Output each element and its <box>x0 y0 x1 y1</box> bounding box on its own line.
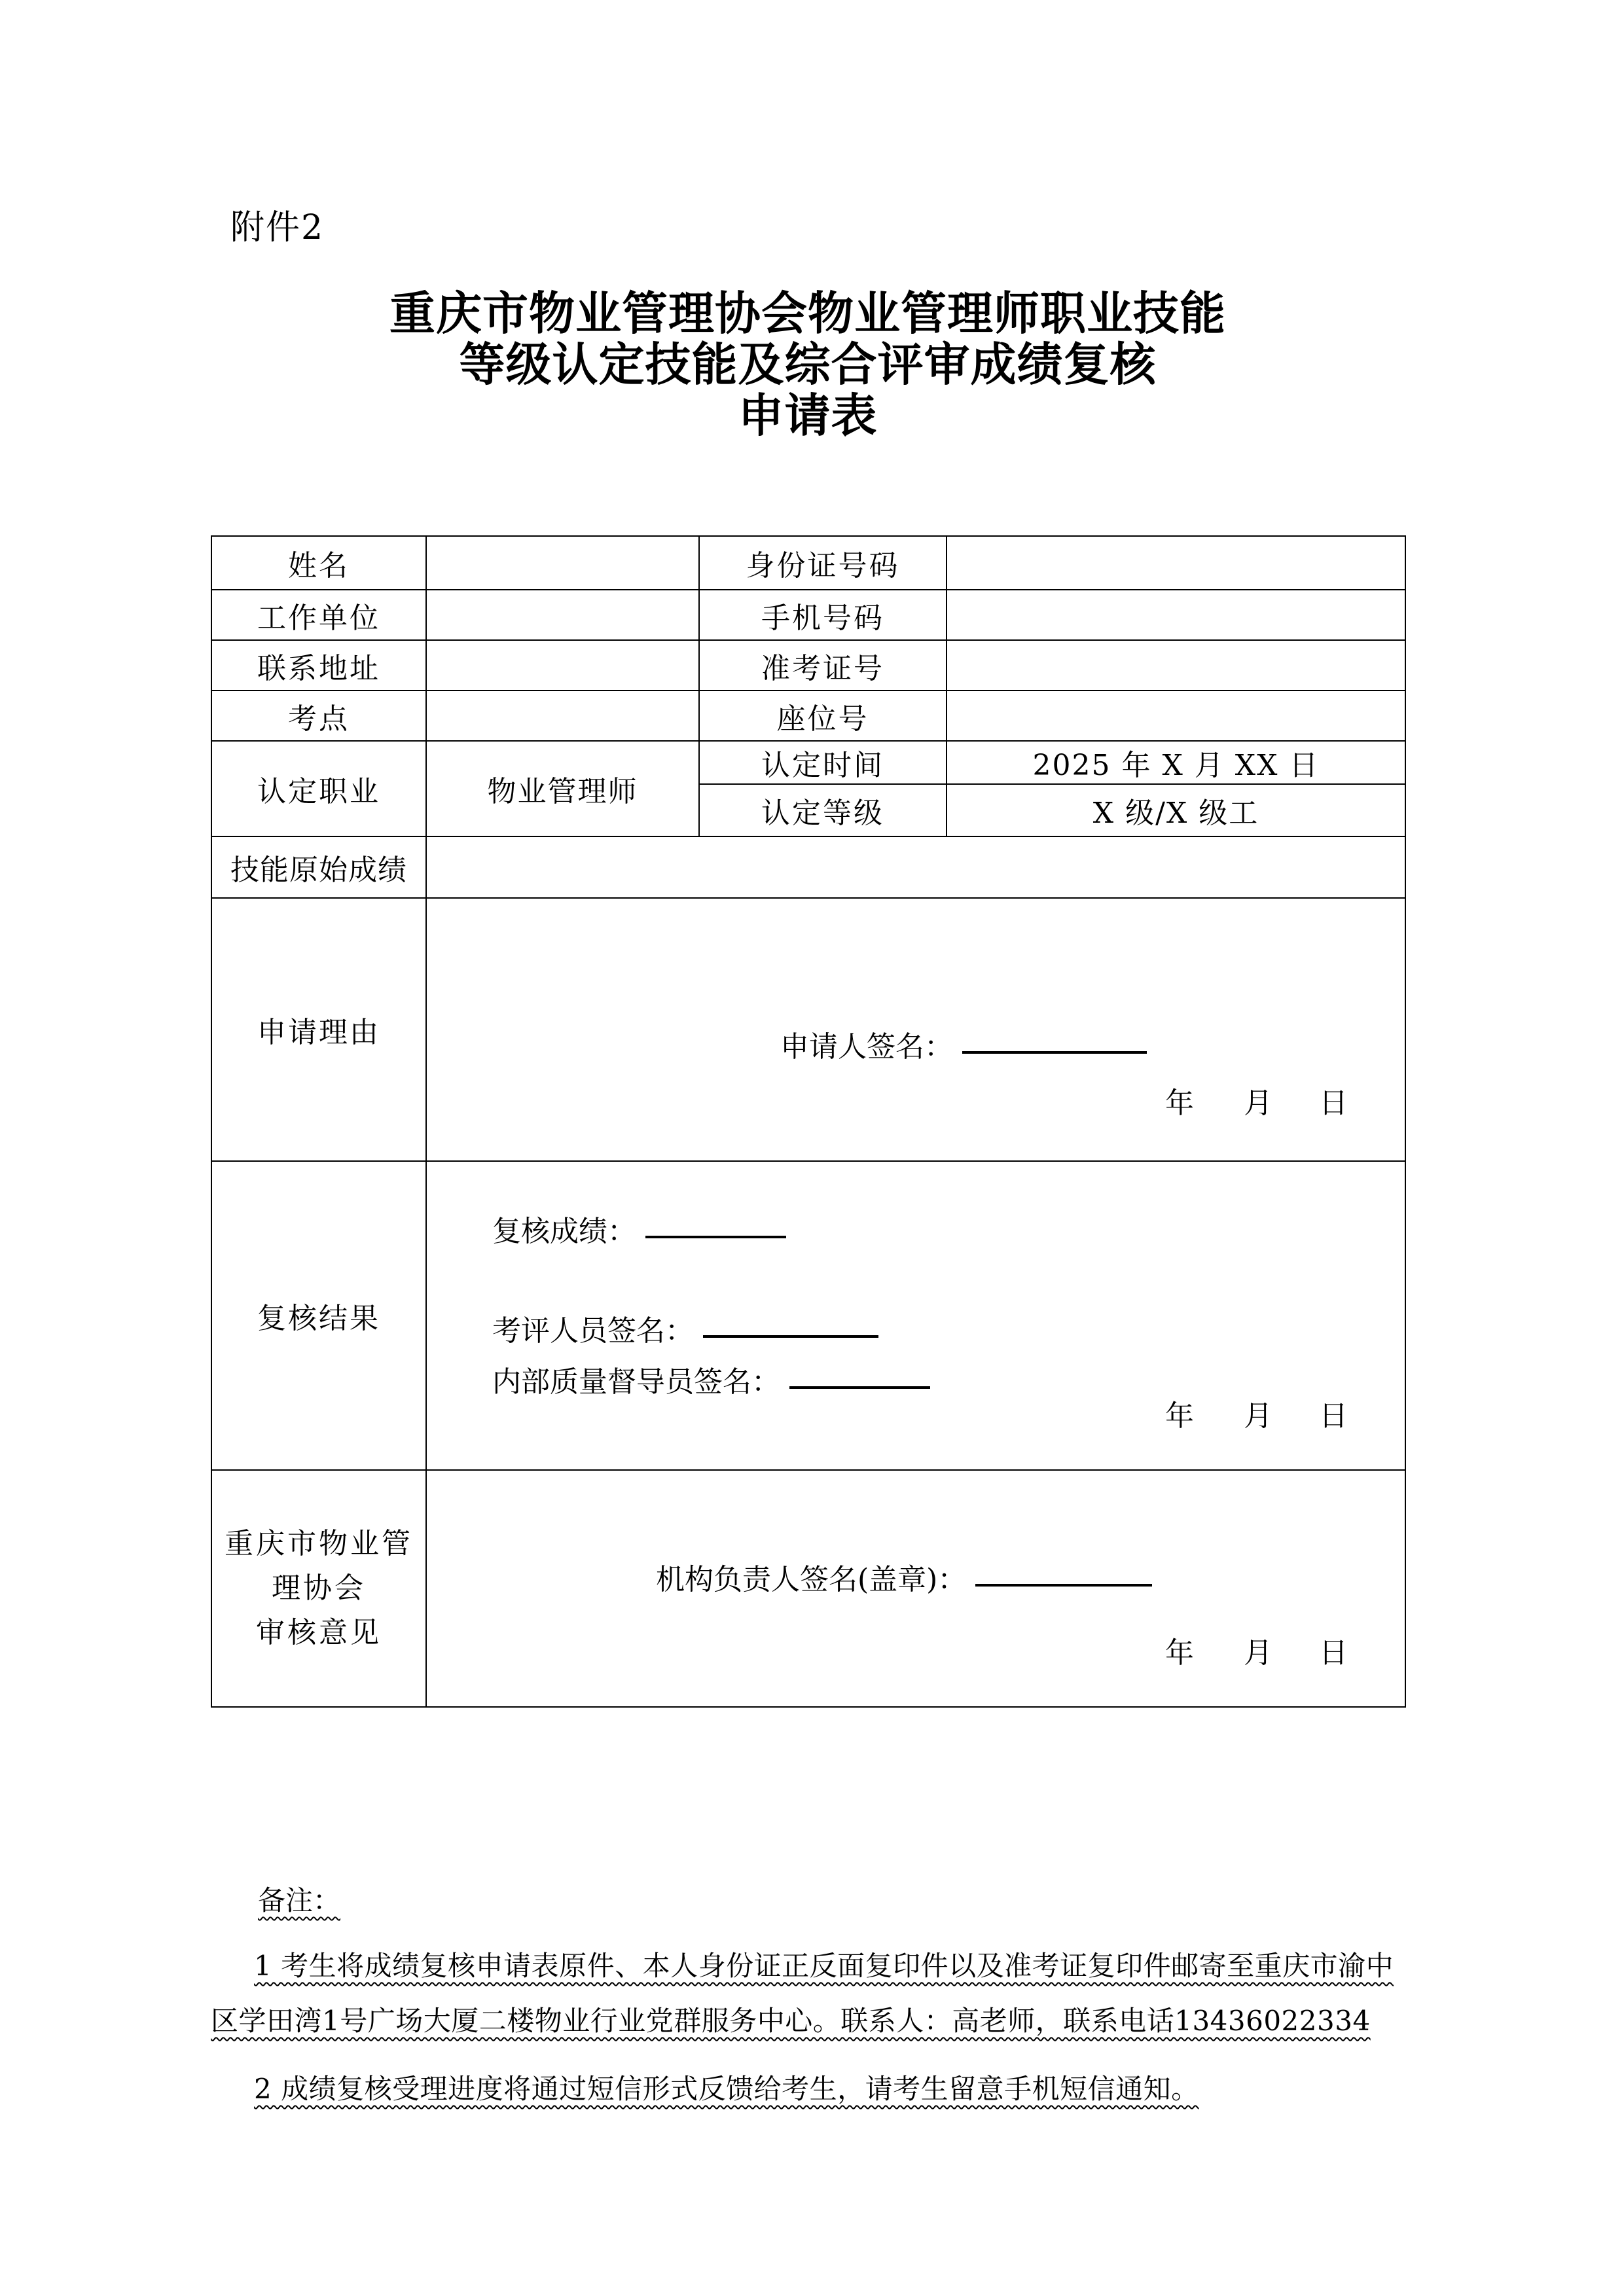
field-label-application-reason: 申请理由 <box>211 898 426 1161</box>
result-date-year: 年 <box>1165 1399 1194 1433</box>
field-value-review-result[interactable] <box>426 1161 1405 1470</box>
table-row <box>211 640 1405 691</box>
field-label-cert-date: 认定时间 <box>699 741 947 784</box>
field-value-address[interactable] <box>426 640 699 691</box>
association-date-year: 年 <box>1165 1636 1194 1670</box>
field-label-mobile: 手机号码 <box>699 590 947 640</box>
field-label-occupation: 认定职业 <box>211 741 426 836</box>
field-value-association-opinion[interactable] <box>426 1470 1405 1707</box>
table-row <box>211 590 1405 640</box>
assessor-signature-label: 考评人员签名： <box>492 1314 694 1348</box>
org-head-signature-label: 机构负责人签名(盖章)： <box>656 1563 967 1596</box>
review-score-label: 复核成绩： <box>492 1215 636 1248</box>
association-date-month: 月 <box>1244 1636 1272 1670</box>
applicant-signature-line[interactable] <box>962 1051 1147 1054</box>
field-value-seat-number[interactable] <box>947 691 1405 741</box>
field-value-application-reason[interactable] <box>426 898 1405 1161</box>
page-title-line-2: 等级认定技能及综合评审成绩复核 <box>459 337 1157 391</box>
field-value-mobile[interactable] <box>947 590 1405 640</box>
note-item-1: 1 考生将成绩复核申请表原件、本人身份证正反面复印件以及准考证复印件邮寄至重庆市渝中区学田湾1号广场大厦二楼物业行业党群服务中心。联系人：高老师，联系电话13436022334 <box>211 1950 1394 2037</box>
field-label-address: 联系地址 <box>211 640 426 691</box>
table-row <box>211 741 1405 784</box>
field-label-id-number: 身份证号码 <box>699 536 947 590</box>
reason-date-month: 月 <box>1244 1086 1272 1120</box>
field-label-admission-ticket: 准考证号 <box>699 640 947 691</box>
supervisor-signature-label: 内部质量督导员签名： <box>492 1365 780 1399</box>
attachment-label: 附件2 <box>230 208 325 247</box>
table-row <box>211 1161 1405 1470</box>
page-title-line-3: 申请表 <box>738 388 878 442</box>
applicant-signature-label: 申请人签名： <box>780 1030 953 1064</box>
association-date-day: 日 <box>1319 1636 1348 1670</box>
association-label-line-3: 审核意见 <box>256 1616 382 1649</box>
field-value-work-unit[interactable] <box>426 590 699 640</box>
field-label-exam-site: 考点 <box>211 691 426 741</box>
reason-date-day: 日 <box>1319 1086 1348 1120</box>
field-value-raw-score[interactable] <box>426 836 1405 898</box>
page-title-line-1: 重庆市物业管理协会物业管理师职业技能 <box>389 286 1226 340</box>
field-label-association-opinion <box>211 1470 426 1707</box>
field-label-cert-level: 认定等级 <box>699 784 947 836</box>
table-row <box>211 1470 1405 1707</box>
field-value-id-number[interactable] <box>947 536 1405 590</box>
org-head-signature-line[interactable] <box>975 1584 1152 1587</box>
field-label-raw-score: 技能原始成绩 <box>211 836 426 898</box>
page-title <box>211 288 1405 441</box>
table-row <box>211 536 1405 590</box>
assessor-signature-line[interactable] <box>703 1335 878 1338</box>
reason-date-year: 年 <box>1165 1086 1194 1120</box>
field-label-work-unit: 工作单位 <box>211 590 426 640</box>
association-label-line-1: 重庆市物业管 <box>225 1527 413 1560</box>
result-date-month: 月 <box>1244 1399 1272 1433</box>
notes-heading: 备注： <box>258 1884 341 1916</box>
table-row <box>211 691 1405 741</box>
field-label-review-result: 复核结果 <box>211 1161 426 1470</box>
table-row <box>211 898 1405 1161</box>
note-item-2: 2 成绩复核受理进度将通过短信形式反馈给考生，请考生留意手机短信通知。 <box>254 2073 1199 2105</box>
field-value-cert-date[interactable]: 2025 年 X 月 XX 日 <box>947 741 1405 784</box>
field-value-exam-site[interactable] <box>426 691 699 741</box>
supervisor-signature-line[interactable] <box>789 1386 930 1389</box>
result-date-day: 日 <box>1319 1399 1348 1433</box>
field-value-occupation[interactable]: 物业管理师 <box>426 741 699 836</box>
field-label-name: 姓名 <box>211 536 426 590</box>
footer-notes <box>211 1873 1405 2117</box>
field-label-seat-number: 座位号 <box>699 691 947 741</box>
field-value-cert-level[interactable]: X 级/X 级工 <box>947 784 1405 836</box>
association-label-line-2: 理协会 <box>272 1571 366 1605</box>
field-value-admission-ticket[interactable] <box>947 640 1405 691</box>
review-score-line[interactable] <box>645 1236 786 1238</box>
table-row <box>211 836 1405 898</box>
application-form-table <box>211 535 1406 1708</box>
field-value-name[interactable] <box>426 536 699 590</box>
